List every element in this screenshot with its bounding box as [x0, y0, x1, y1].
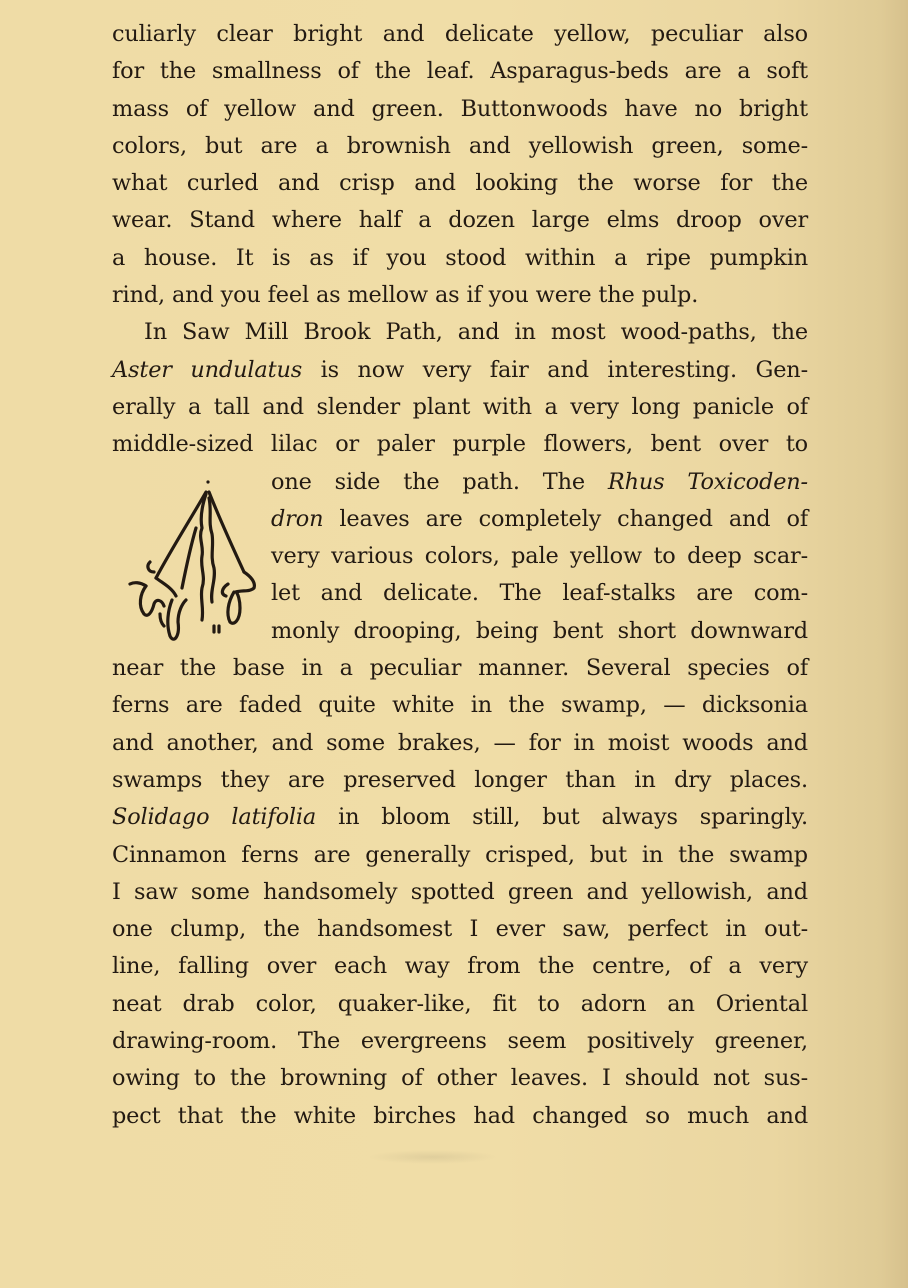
- text-line-wrapped: let and delicate. The leaf-stalks are com-: [271, 580, 808, 607]
- text-line: erally a tall and slender plant with a very long panicle of: [112, 393, 808, 420]
- italic-species-name: Rhus Toxicoden-: [607, 468, 808, 495]
- text-line: neat drab color, quaker-like, fit to adorn an Oriental: [112, 990, 808, 1017]
- italic-species-name: Aster undulatus: [112, 356, 303, 383]
- text-line: ferns are faded quite white in the swamp, — dicksonia: [112, 692, 808, 719]
- text-line: owing to the browning of other leaves. I should not sus-: [112, 1065, 808, 1092]
- italic-species-name: dron: [271, 505, 324, 532]
- text-line: a house. It is as if you stood within a ripe pumpkin: [112, 244, 808, 271]
- text-line: line, falling over each way from the centre, of a very: [112, 953, 808, 980]
- text-line: mass of yellow and green. Buttonwoods have no bright: [112, 95, 808, 122]
- text-line-paragraph-end: rind, and you feel as mellow as if you were the pulp.: [112, 282, 699, 309]
- plant-sketch-icon: [116, 476, 266, 648]
- text-line-paragraph-start: In Saw Mill Brook Path, and in most wood-paths, the: [144, 319, 808, 346]
- text-line: middle-sized lilac or paler purple flowers, bent over to: [112, 431, 808, 458]
- text-line: what curled and crisp and looking the worse for the: [112, 170, 808, 197]
- text-line: near the base in a peculiar manner. Several species of: [112, 655, 808, 682]
- text-line-wrapped: one side the path. The Rhus Toxicoden-: [271, 468, 808, 495]
- text-line: pect that the white birches had changed so much and: [112, 1102, 808, 1129]
- text-line-wrapped: very various colors, pale yellow to deep scar-: [271, 543, 808, 570]
- text-line: Cinnamon ferns are generally crisped, but in the swamp: [112, 841, 808, 868]
- text-line: one clump, the handsomest I ever saw, perfect in out-: [112, 916, 808, 943]
- text-line: culiarly clear bright and delicate yellow, peculiar also: [112, 21, 808, 47]
- text-line: swamps they are preserved longer than in dry places.: [112, 766, 808, 793]
- text-line: colors, but are a brownish and yellowish green, some-: [112, 132, 808, 159]
- italic-species-name: Solidago latifolia: [112, 804, 317, 831]
- paper-smudge: [368, 1150, 498, 1164]
- text-line: and another, and some brakes, — for in moist woods and: [112, 729, 808, 756]
- text-line-wrapped: monly drooping, being bent short downward: [271, 617, 808, 644]
- text-line: Aster undulatus is now very fair and interesting. Gen-: [112, 356, 808, 383]
- text-line: Solidago latifolia in bloom still, but always sparingly.: [112, 804, 808, 831]
- text-line-wrapped: dron leaves are completely changed and of: [271, 505, 808, 532]
- text-line: wear. Stand where half a dozen large elms droop over: [112, 207, 808, 234]
- text-line: for the smallness of the leaf. Asparagus-beds are a soft: [112, 58, 808, 85]
- text-line: drawing-room. The evergreens seem positively greener,: [112, 1028, 808, 1055]
- text-line: I saw some handsomely spotted green and yellowish, and: [112, 878, 808, 905]
